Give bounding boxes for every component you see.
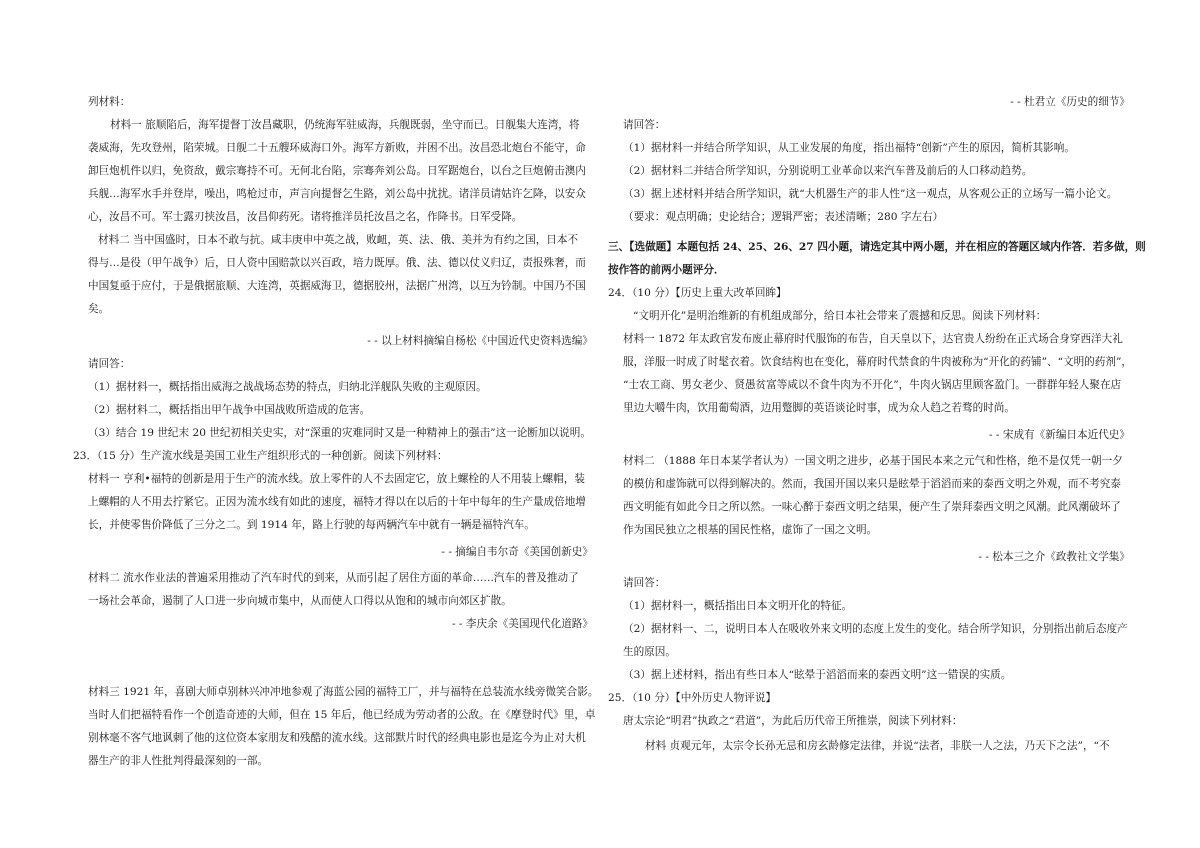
source-citation: - - 以上材料摘编自杨松《中国近代史资料选编》: [367, 335, 593, 347]
material-1-line: 兵舰…海军水手并登岸，噪出，鸣枪过市，声言向提督乞生路，刘公岛中扰扰。诸洋员请姑许乞降，以安众: [88, 188, 586, 200]
material-1-line: 袭威海，先攻登州，陷荣城。日舰二十五艘环威海口外。海军方新败，并困不出。汝昌恐北炮台不能守，命: [88, 142, 586, 154]
question-item: （2）据材料一、二，说明日本人在吸收外来文明的态度上发生的变化。结合所学知识，分别指出前后态度产: [623, 623, 1128, 635]
source-citation: - - 杜君立《历史的细节》: [1010, 96, 1130, 108]
material-1-paragraph: 材料一 旅顺陷后，海军提督丁汝昌藏职，仍统海军驻威海，兵舰既弱，坐守而已。日舰集大连湾，将: [110, 119, 580, 131]
material-2-paragraph: 材料二 （1888 年日本某学者认为）一国文明之进步，必基于国民本来之元气和性格，绝不是仅凭一朝一夕: [623, 455, 1123, 467]
material-1-paragraph: 材料一 1872 年太政官发布废止幕府时代服饰的布告，自天皇以下，达官贵人纷纷在正式场合身穿西洋大礼: [623, 333, 1123, 345]
material-1-paragraph: 材料一 亨利•福特的创新是用于生产的流水线。放上零件的人不去固定它，放上螺栓的人不用装上螺帽，装: [88, 473, 585, 485]
material-2-line: 得与…是役（甲午战争）后，日人资中国赔款以兴百政，培力既厚。俄、法、德以仗义归辽，责报殊奢，而: [88, 257, 586, 269]
question-23-heading: 23．（15 分）生产流水线是美国工业生产组织形式的一种创新。阅读下列材料：: [73, 450, 448, 462]
material-1-line: 上螺帽的人不用去拧紧它。正因为流水线有如此的速度，福特才得以在以后的十年中每年的生产量成倍地增: [88, 496, 586, 508]
source-citation: - - 摘编自韦尔奇《美国创新史》: [441, 546, 593, 558]
essay-requirements: （要求：观点明确；史论结合；逻辑严密；表述清晰；280 字左右）: [623, 211, 944, 223]
material-3-line: 当时人们把福特看作一个创造奇迹的大师，但在 15 年后，他已经成为劳动者的公敌。在《摩登时代》里，卓: [88, 709, 596, 721]
material-2-paragraph: 材料二 当中国盛时，日本不敢与抗。咸丰庚申中英之战，败衄，英、法、俄、美并为有约之国，日本不: [98, 234, 579, 246]
question-item: （1）据材料一，概括指出日本文明开化的特征。: [623, 600, 853, 612]
material-2-line: 的模仿和虚饰就可以得到解决的。然而，我国开国以来只是眩晕于滔滔而来的泰西文明之外观，而不考究泰: [623, 478, 1121, 490]
question-24-heading: 24．（10 分）【历史上重大改革回眸】: [608, 287, 787, 299]
material-2-line: 矣。: [88, 303, 110, 315]
source-citation: - - 松本三之介《政教社文学集》: [978, 551, 1130, 563]
material-3-line: 别林毫不客气地讽刺了他的这位资本家朋友和残酷的流水线。这部默片时代的经典电影也是迄今为止对大机: [88, 732, 586, 744]
material-3-line: 器生产的非人性批判得最深刻的一部。: [88, 755, 269, 767]
question-item-line: 生的原因。: [623, 646, 676, 658]
question-item: （3）结合 19 世纪末 20 世纪初相关史实，对“深重的灾难同时又是一种精神上的强击”这一论断加以说明。: [88, 427, 591, 439]
material-2-line: 一场社会革命，遏制了人口进一步向城市集中，从而使人口得以从饱和的城市向郊区扩散。: [88, 595, 512, 607]
question-prompt: 请回答：: [88, 358, 131, 370]
material-2-line: 作为国民独立之根基的国民性格，虚饰了一国之文明。: [623, 524, 878, 536]
material-2-line: 中国复亟于应付，于是俄据旅顺、大连湾，英据威海卫，德据胶州，法据广州湾，以互为钤制。中国乃不国: [88, 280, 586, 292]
material-1-line: 卸巨炮机件以归，免资敌，戴宗骞持不可。无何北台陷，宗骞奔刘公岛。日军踞炮台，以台之巨炮俯击澳内: [88, 165, 586, 177]
question-item: （1）据材料一，概括指出威海之战战场态势的特点，归纳北洋舰队失败的主观原因。: [88, 381, 487, 393]
question-24-intro: “文明开化”是明治维新的有机组成部分，给日本社会带来了震撼和反思。阅读下列材料：: [633, 310, 1047, 322]
material-3-paragraph: 材料三 1921 年，喜剧大师卓别林兴冲冲地参观了海蓝公园的福特工厂，并与福特在总装流水线旁微笑合影。: [88, 686, 599, 698]
question-prompt: 请回答：: [623, 119, 666, 131]
question-prompt: 请回答：: [623, 577, 666, 589]
material-1-line: 里边大嚼牛肉，饮用葡萄酒，边用蹩脚的英语谈论时事，成为众人趋之若骛的时尚。: [623, 402, 1015, 414]
left-intro-text: 列材料：: [88, 96, 131, 108]
material-2-paragraph: 材料二 流水作业法的普遍采用推动了汽车时代的到来，从而引起了居住方面的革命……汽车的普及推动了: [88, 572, 579, 584]
question-item: （1）据材料一并结合所学知识，从工业发展的角度，指出福特“创新”产生的原因，简析其影响。: [623, 142, 1075, 154]
source-citation: - - 李庆余《美国现代化道路》: [451, 618, 593, 630]
material-paragraph: 材料 贞观元年，太宗令长孙无忌和房玄龄修定法律，并说“法者，非朕一人之法，乃天下之法”，“不: [645, 740, 1110, 752]
question-item: （2）据材料二并结合所学知识，分别说明工业革命以来汽车普及前后的人口移动趋势。: [623, 165, 1033, 177]
material-1-line: 心，汝昌不可。军士露刃挟汝昌，汝昌仰药死。诸将推洋员托汝昌之名，作降书。日军受降。: [88, 211, 523, 223]
material-1-line: “士农工商、男女老少、贤愚贫富等咸以不食牛肉为不开化”，牛肉火锅店里顾客盈门。一群群年轻人聚在店: [623, 379, 1122, 391]
question-item: （3）据上述材料，指出有些日本人“眩晕于滔滔而来的泰西文明”这一错误的实质。: [623, 669, 1012, 681]
section-3-heading: 三、【选做题】本题包括 24、25、26、27 四小题，请选定其中两小题，并在相应的答题区域内作答．若多做，则: [608, 241, 1146, 253]
material-2-line: 西文明能有如此今日之所以然。一味心醉于泰西文明之结果，便产生了崇拜泰西文明之风潮。此风潮破坏了: [623, 501, 1121, 513]
section-3-heading-line: 按作答的前两小题评分．: [608, 264, 725, 276]
question-item: （2）据材料二，概括指出甲午战争中国战败所造成的危害。: [88, 404, 371, 416]
question-25-heading: 25．（10 分）【中外历史人物评说】: [608, 692, 777, 704]
question-item: （3）据上述材料并结合所学知识，就“大机器生产的非人性”这一观点，从客观公正的立场写一篇小论文。: [623, 188, 1118, 200]
material-1-line: 服，洋服一时成了时髦衣着。饮食结构也在变化，幕府时代禁食的牛肉被称为“开化的药铺”、“文明的药剂”，: [623, 356, 1132, 368]
source-citation: - - 宋成有《新编日本近代史》: [988, 429, 1130, 441]
material-1-line: 长，并使零售价降低了三分之二。到 1914 年，路上行驶的每两辆汽车中就有一辆是福特汽车。: [88, 519, 535, 531]
question-25-intro: 唐太宗论“明君”执政之“君道”，为此后历代帝王所推崇，阅读下列材料：: [623, 715, 963, 727]
